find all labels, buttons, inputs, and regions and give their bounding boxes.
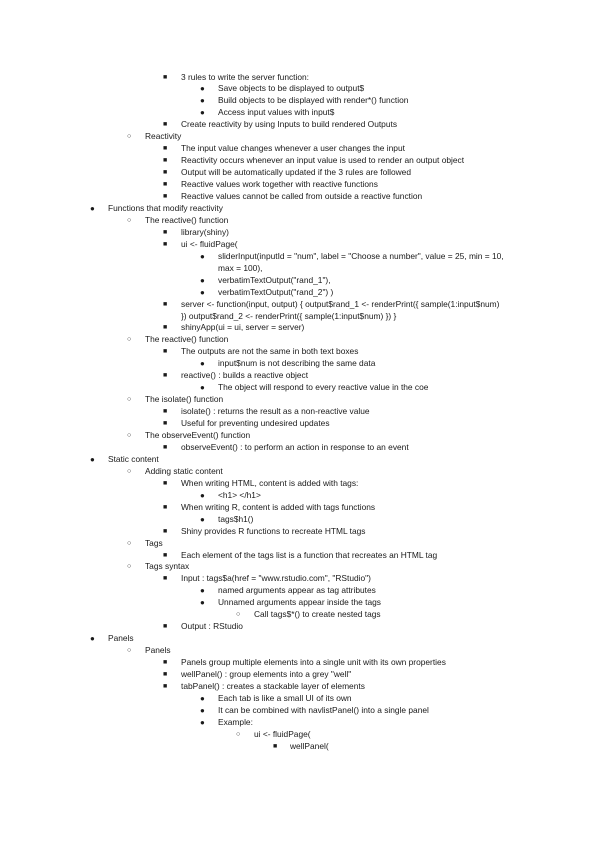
list-item-text: Save objects to be displayed to output$ <box>218 83 365 94</box>
bullet-icon: ■ <box>163 443 168 451</box>
bullet-icon: ■ <box>163 408 168 416</box>
list-item-text: max = 100), <box>218 262 263 273</box>
list-item-text: Panels group multiple elements into a single unit with its own properties <box>181 657 446 668</box>
bullet-icon: ● <box>200 717 205 727</box>
bullet-icon: ■ <box>163 181 168 189</box>
bullet-icon: ■ <box>163 73 168 81</box>
list-item-text: When writing R, content is added with tags functions <box>181 501 376 512</box>
list-item-text: Tags <box>145 537 163 548</box>
list-item-text: Static content <box>108 453 159 464</box>
list-item-text: Each tab is like a small UI of its own <box>218 692 352 703</box>
bullet-icon: ■ <box>163 193 168 200</box>
bullet-icon: ● <box>90 634 95 644</box>
bullet-icon: ● <box>200 84 205 94</box>
bullet-icon: ■ <box>163 479 168 487</box>
list-item-text: 3 rules to write the server function: <box>181 71 310 82</box>
list-item-text: named arguments appear as tag attributes <box>218 585 376 596</box>
list-item-text: tabPanel() : creates a stackable layer of elements <box>181 680 365 691</box>
list-item-text: The reactive() function <box>145 334 229 345</box>
bullet-icon: ■ <box>163 420 168 428</box>
list-item-text: Build objects to be displayed with render*() function <box>218 95 409 106</box>
list-item-text: Create reactivity by using Inputs to build rendered Outputs <box>181 119 398 130</box>
bullet-icon: ● <box>200 693 205 703</box>
list-item-text: wellPanel( <box>290 740 329 751</box>
bullet-icon: ■ <box>163 348 168 356</box>
bullet-icon: ○ <box>127 336 132 344</box>
list-item-text: observeEvent() : to perform an action in response to an event <box>181 441 409 452</box>
bullet-icon: ● <box>200 514 205 524</box>
list-item-text: input$num is not describing the same data <box>218 358 376 369</box>
list-item-text: The object will respond to every reactive value in the coe <box>218 382 429 393</box>
list-item-text: ui <- fluidPage( <box>254 728 311 739</box>
list-item-text: Reactive values cannot be called from outside a reactive function <box>181 191 423 201</box>
bullet-icon: ○ <box>127 216 132 224</box>
bullet-icon: ● <box>200 598 205 608</box>
bullet-icon: ○ <box>127 432 132 439</box>
bullet-icon: ■ <box>163 551 168 559</box>
bullet-icon: ● <box>200 251 205 261</box>
list-item-text: When writing HTML, content is added with tags: <box>181 477 359 488</box>
bullet-icon: ● <box>200 287 205 297</box>
bullet-icon: ○ <box>127 647 132 655</box>
bullet-icon: ■ <box>163 575 168 583</box>
list-item-text: shinyApp(ui = ui, server = server) <box>181 322 305 333</box>
list-item-text: }) output$rand_2 <- renderPrint({ sample(1:input$num) }) } <box>181 310 397 321</box>
bullet-icon: ■ <box>163 671 168 678</box>
list-item-text: The input value changes whenever a user changes the input <box>181 143 405 154</box>
bullet-icon: ○ <box>236 730 241 738</box>
list-item-text: sliderInput(inputId = "num", label = "Choose a number", value = 25, min = 10, <box>218 250 504 261</box>
list-item-text: Access input values with input$ <box>218 107 335 118</box>
list-item-text: ui <- fluidPage( <box>181 238 238 249</box>
bullet-icon: ● <box>90 454 95 464</box>
bullet-icon: ○ <box>127 563 132 571</box>
list-item-text: Output : RStudio <box>181 621 243 632</box>
bullet-icon: ○ <box>127 133 132 141</box>
list-item-text: Shiny provides R functions to recreate HTML tags <box>181 525 366 536</box>
bullet-icon: ● <box>200 490 205 500</box>
bullet-icon: ○ <box>127 539 132 547</box>
bullet-icon: ● <box>200 275 205 285</box>
list-item-text: verbatimTextOutput("rand_2") ) <box>218 286 334 297</box>
bullet-icon: ■ <box>163 228 168 236</box>
bullet-icon: ■ <box>163 121 168 129</box>
bullet-icon: ■ <box>163 240 168 248</box>
list-item-text: Input : tags$a(href = "www.rstudio.com", "RStudio") <box>181 573 371 584</box>
bullet-icon: ● <box>200 383 205 393</box>
bullet-icon: ○ <box>127 467 132 475</box>
bullet-icon: ■ <box>163 682 168 690</box>
bullet-icon: ■ <box>163 623 168 631</box>
list-item-text: Output will be automatically updated if the 3 rules are followed <box>181 167 411 178</box>
bullet-icon: ● <box>200 108 205 118</box>
bullet-icon: ■ <box>163 145 168 153</box>
bullet-icon: ■ <box>163 169 168 177</box>
list-item-text: Panels <box>145 645 171 656</box>
list-item-text: reactive() : builds a reactive object <box>181 370 309 381</box>
bullet-icon: ■ <box>163 527 168 535</box>
list-item-text: Call tags$*() to create nested tags <box>254 609 381 620</box>
list-item-text: Each element of the tags list is a function that recreates an HTML tag <box>181 549 438 560</box>
list-item-text: wellPanel() : group elements into a grey "well" <box>181 669 352 679</box>
list-item-text: Reactivity occurs whenever an input value is used to render an output object <box>181 155 465 166</box>
bullet-icon: ● <box>90 203 95 213</box>
list-item-text: Example: <box>218 716 253 727</box>
list-item-text: Reactivity <box>145 131 182 142</box>
bullet-icon: ■ <box>273 742 278 750</box>
bullet-icon: ○ <box>236 611 241 619</box>
list-item-text: isolate() : returns the result as a non-reactive value <box>181 406 370 417</box>
bullet-icon: ● <box>200 96 205 106</box>
list-item-text: Functions that modify reactivity <box>108 202 223 213</box>
list-item-text: The isolate() function <box>145 394 224 405</box>
bullet-icon: ● <box>200 359 205 369</box>
bullet-icon: ■ <box>163 157 168 165</box>
list-item-text: Useful for preventing undesired updates <box>181 418 330 429</box>
bullet-icon: ○ <box>127 396 132 404</box>
list-item-text: Unnamed arguments appear inside the tags <box>218 597 381 608</box>
list-item-text: The observeEvent() function <box>145 430 251 440</box>
list-item-text: server <- function(input, output) { output$rand_1 <- renderPrint({ sample(1:input$num) <box>181 298 500 309</box>
bullet-icon: ■ <box>163 372 168 380</box>
list-item-text: <h1> </h1> <box>218 489 261 500</box>
list-item-text: The outputs are not the same in both text boxes <box>181 346 359 357</box>
bullet-icon: ● <box>200 705 205 715</box>
bullet-icon: ■ <box>163 503 168 511</box>
list-item-text: Adding static content <box>145 465 223 476</box>
list-item-text: Panels <box>108 633 134 644</box>
bullet-icon: ■ <box>163 300 168 308</box>
list-item-text: It can be combined with navlistPanel() into a single panel <box>218 704 429 715</box>
bullet-icon: ■ <box>163 659 168 667</box>
bullet-icon: ● <box>200 586 205 596</box>
list-item-text: The reactive() function <box>145 214 229 225</box>
list-item-text: verbatimTextOutput("rand_1"), <box>218 274 331 285</box>
list-item-text: Tags syntax <box>145 561 190 572</box>
list-item-text: library(shiny) <box>181 226 229 237</box>
bullet-icon: ■ <box>163 324 168 332</box>
list-item-text: Reactive values work together with reactive functions <box>181 179 378 190</box>
list-item-text: tags$h1() <box>218 513 254 524</box>
